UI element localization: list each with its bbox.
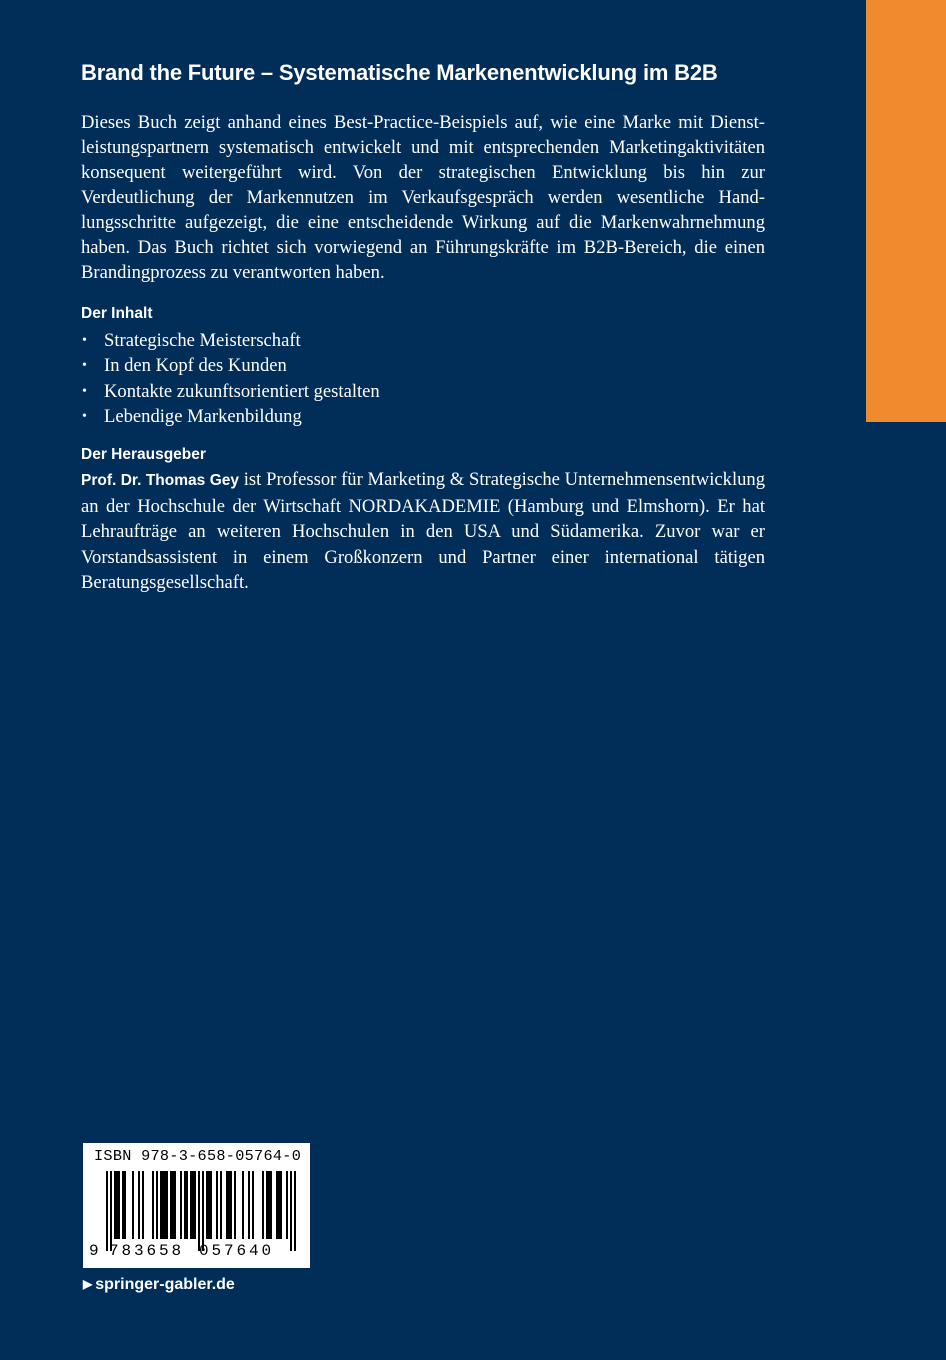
- barcode-digits-right: 057640: [199, 1242, 275, 1260]
- orange-accent-tab: [866, 0, 946, 422]
- barcode-bar: [164, 1171, 166, 1239]
- barcode-bar: [132, 1171, 134, 1239]
- barcode-bar: [210, 1171, 212, 1239]
- contents-heading: Der Inhalt: [81, 305, 153, 322]
- barcode-bar: [206, 1171, 208, 1239]
- barcode-bar: [192, 1171, 194, 1239]
- barcode-bar: [280, 1171, 282, 1239]
- book-title: Brand the Future – Systematische Markenentwicklung im B2B: [81, 60, 718, 85]
- barcode-bar: [138, 1171, 140, 1239]
- barcode-bar: [194, 1171, 196, 1239]
- book-description: Dieses Buch zeigt anhand eines Best-Practice-Beispiels auf, wie eine Marke mit Dienstleistungspartnern systematisch entwickelt und mit entsprechenden Marketingaktivitäten konsequent weitergeführt wird. Von der strategischen Entwicklung bis hin zur Verdeutlichung der Markennutzen im Verkaufsgespräch werden wesentliche Handlungsschritte aufgezeigt, die eine entscheidende Wirkung auf die Markenwahrnehmung haben. Das Buch richtet sich vorwiegend an Führungskräfte im B2B-Bereich, die einen Brandingprozess zu verantworten haben.: [81, 112, 765, 283]
- barcode-bar: [184, 1171, 186, 1239]
- isbn-label: ISBN 978-3-658-05764-0: [94, 1147, 302, 1165]
- contents-list: [81, 328, 765, 429]
- barcode-bar: [160, 1171, 162, 1239]
- editor-name: Prof. Dr. Thomas Gey: [81, 472, 239, 490]
- barcode-digits-left: 783658: [109, 1242, 185, 1260]
- barcode-bar: [216, 1171, 218, 1239]
- barcode-bar: [230, 1171, 232, 1239]
- barcode-bar: [252, 1171, 254, 1239]
- barcode-bar: [268, 1171, 270, 1239]
- barcode-bar: [220, 1171, 222, 1239]
- barcode-bar: [118, 1171, 120, 1239]
- publisher-website-text: springer-gabler.de: [95, 1276, 235, 1293]
- barcode-bar: [242, 1171, 244, 1239]
- barcode-guard-bar: [110, 1171, 112, 1251]
- barcode-bar: [186, 1171, 188, 1239]
- barcode-bar: [180, 1171, 182, 1239]
- list-item: • In den Kopf des Kunden: [81, 353, 765, 378]
- editor-heading: Der Herausgeber: [81, 446, 206, 464]
- barcode-bar: [174, 1171, 176, 1239]
- barcode-bar: [276, 1171, 278, 1239]
- barcode-guard-bar: [290, 1171, 292, 1251]
- barcode-bar: [122, 1171, 124, 1239]
- barcode-bar: [166, 1171, 168, 1239]
- triangle-right-icon: ▶: [83, 1277, 93, 1291]
- barcode-bar: [162, 1171, 164, 1239]
- barcode-bar: [270, 1171, 272, 1239]
- barcode-bar: [172, 1171, 174, 1239]
- barcode-bar: [170, 1171, 172, 1239]
- editor-bio: ist Professor für Marketing & Strategische Unternehmensentwicklung an der Hochschule der Wirtschaft NORDAKADEMIE (Hamburg und Elmshorn). Er hat Lehraufträge an weiteren Hochschulen in den USA und Südamerika. Zuvor war er Vorstandsassistent in einem Großkonzern und Partner einer international tätigen Beratungsgesellschaft.: [81, 469, 765, 594]
- list-item: • Strategische Meisterschaft: [81, 328, 765, 353]
- list-item: • Lebendige Markenbildung: [81, 404, 765, 429]
- barcode-guard-bar: [202, 1171, 204, 1251]
- barcode-guard-bar: [198, 1171, 200, 1251]
- back-cover-content: [81, 56, 765, 596]
- list-item: • Kontakte zukunftsorientiert gestalten: [81, 379, 765, 404]
- barcode-bar: [208, 1171, 210, 1239]
- barcode-bar: [266, 1171, 268, 1239]
- editor-bio-paragraph: [81, 467, 765, 596]
- barcode-bar: [278, 1171, 280, 1239]
- barcode-bar: [124, 1171, 126, 1239]
- barcode-bar: [286, 1171, 288, 1239]
- barcode-bar: [114, 1171, 116, 1239]
- barcode-guard-bar: [106, 1171, 108, 1251]
- publisher-website-link[interactable]: [83, 1273, 235, 1296]
- barcode-bar: [156, 1171, 158, 1239]
- barcode-bar: [116, 1171, 118, 1239]
- barcode-bar: [142, 1171, 144, 1239]
- barcode-bar: [248, 1171, 250, 1239]
- barcode-guard-bar: [294, 1171, 296, 1251]
- barcode-bar: [190, 1171, 192, 1239]
- barcode-bar: [228, 1171, 230, 1239]
- barcode-bar: [262, 1171, 264, 1239]
- barcode-bar: [226, 1171, 228, 1239]
- barcode-box: [83, 1143, 310, 1268]
- barcode-bar: [152, 1171, 154, 1239]
- barcode-digit-first: 9: [89, 1242, 99, 1260]
- barcode-bar: [234, 1171, 236, 1239]
